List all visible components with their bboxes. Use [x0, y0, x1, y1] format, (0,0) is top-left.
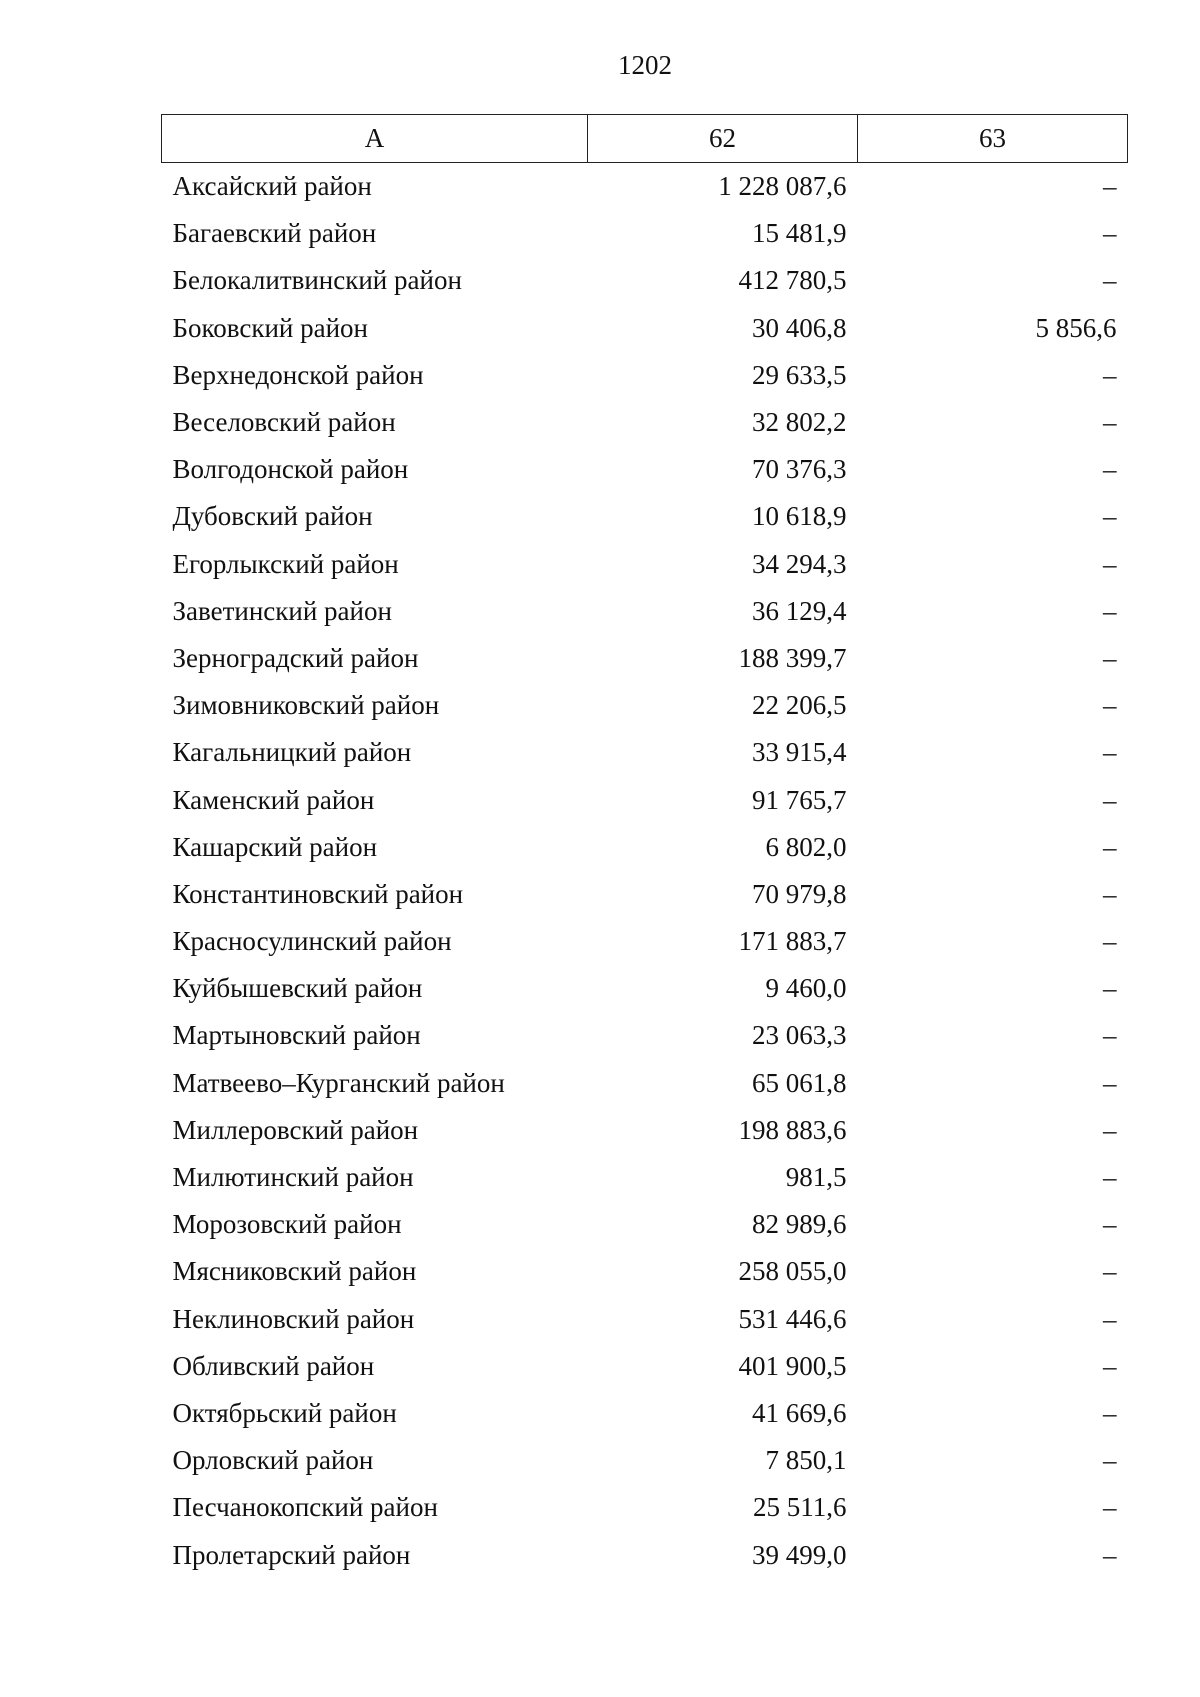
value-62-cell: 41 669,6 — [752, 1397, 847, 1428]
table-row — [162, 163, 1128, 211]
table-row — [162, 1343, 1128, 1390]
value-63-cell: – — [1103, 1209, 1117, 1240]
district-name-cell: Заветинский район — [172, 595, 392, 626]
table-row — [162, 399, 1128, 446]
page-number: 1202 — [618, 50, 672, 80]
column-header-62: 62 — [588, 115, 858, 163]
value-62-cell: 29 633,5 — [752, 359, 847, 390]
value-62-cell: 25 511,6 — [753, 1492, 847, 1523]
value-63-cell: – — [1103, 1303, 1117, 1334]
value-63-cell: – — [1103, 1350, 1117, 1381]
district-name-cell: Белокалитвинский район — [172, 265, 462, 296]
value-63-cell: 5 856,6 — [1035, 312, 1117, 343]
district-name-cell: Мясниковский район — [172, 1256, 417, 1287]
value-63-cell: – — [1103, 218, 1117, 249]
district-name-cell: Боковский район — [172, 312, 368, 343]
value-62-cell: 65 061,8 — [752, 1067, 847, 1098]
table-row — [162, 1012, 1128, 1059]
district-name-cell: Октябрьский район — [172, 1397, 397, 1428]
table-row — [162, 446, 1128, 493]
value-62-cell: 23 063,3 — [752, 1020, 847, 1051]
district-name-cell: Константиновский район — [172, 878, 464, 909]
value-62-cell: 981,5 — [785, 1162, 847, 1193]
value-63-cell: – — [1103, 973, 1117, 1004]
table-row — [162, 541, 1128, 588]
table-row — [162, 1390, 1128, 1437]
table-row — [162, 871, 1128, 918]
value-62-cell: 70 979,8 — [752, 878, 847, 909]
value-62-cell: 6 802,0 — [765, 831, 847, 862]
value-63-cell: – — [1103, 1492, 1117, 1523]
table-row — [162, 305, 1128, 352]
table-row — [162, 1484, 1128, 1531]
value-63-cell: – — [1103, 595, 1117, 626]
district-name-cell: Кагальницкий район — [172, 737, 412, 768]
district-name-cell: Миллеровский район — [172, 1114, 419, 1145]
column-header-a: А — [162, 115, 588, 163]
column-header-63: 63 — [858, 115, 1128, 163]
value-63-cell: – — [1103, 831, 1117, 862]
value-62-cell: 10 618,9 — [752, 501, 847, 532]
table-row — [162, 210, 1128, 257]
district-name-cell: Верхнедонской район — [172, 359, 424, 390]
district-name-cell: Обливский район — [172, 1350, 375, 1381]
value-63-cell: – — [1103, 407, 1117, 438]
district-name-cell: Орловский район — [172, 1445, 374, 1476]
value-62-cell: 22 206,5 — [752, 690, 847, 721]
district-name-cell: Матвеево–Курганский район — [172, 1067, 505, 1098]
value-63-cell: – — [1103, 454, 1117, 485]
district-name-cell: Каменский район — [172, 784, 375, 815]
table-row — [162, 352, 1128, 399]
value-62-cell: 401 900,5 — [738, 1350, 847, 1381]
district-name-cell: Морозовский район — [172, 1209, 402, 1240]
value-62-cell: 412 780,5 — [738, 265, 847, 296]
table-row — [162, 493, 1128, 540]
table-row — [162, 1531, 1128, 1578]
district-name-cell: Красносулинский район — [172, 926, 452, 957]
value-63-cell: – — [1103, 642, 1117, 673]
value-62-cell: 70 376,3 — [752, 454, 847, 485]
value-63-cell: – — [1103, 1445, 1117, 1476]
header-row — [162, 115, 1128, 163]
value-62-cell: 258 055,0 — [738, 1256, 847, 1287]
value-63-cell: – — [1103, 690, 1117, 721]
value-62-cell: 188 399,7 — [738, 642, 847, 673]
table-body — [162, 163, 1128, 1579]
table-row — [162, 1107, 1128, 1154]
table-row — [162, 1154, 1128, 1201]
value-63-cell: – — [1103, 878, 1117, 909]
value-62-cell: 198 883,6 — [738, 1114, 847, 1145]
value-62-cell: 36 129,4 — [752, 595, 847, 626]
value-63-cell: – — [1103, 1114, 1117, 1145]
table-row — [162, 1060, 1128, 1107]
district-name-cell: Неклиновский район — [172, 1303, 415, 1334]
value-62-cell: 39 499,0 — [752, 1539, 847, 1570]
district-name-cell: Веселовский район — [172, 407, 396, 438]
district-name-cell: Аксайский район — [172, 171, 372, 202]
table-row — [162, 965, 1128, 1012]
table-row — [162, 729, 1128, 776]
table-row — [162, 1437, 1128, 1484]
value-62-cell: 91 765,7 — [752, 784, 847, 815]
value-63-cell: – — [1103, 1162, 1117, 1193]
data-table — [161, 114, 1128, 1579]
table-row — [162, 635, 1128, 682]
value-62-cell: 531 446,6 — [738, 1303, 847, 1334]
value-63-cell: – — [1103, 737, 1117, 768]
district-name-cell: Песчанокопский район — [172, 1492, 438, 1523]
district-name-cell: Дубовский район — [172, 501, 373, 532]
district-name-cell: Куйбышевский район — [172, 973, 423, 1004]
table-row — [162, 1248, 1128, 1295]
district-name-cell: Зимовниковский район — [172, 690, 440, 721]
table-row — [162, 1201, 1128, 1248]
value-63-cell: – — [1103, 784, 1117, 815]
value-63-cell: – — [1103, 926, 1117, 957]
table-row — [162, 824, 1128, 871]
value-62-cell: 33 915,4 — [752, 737, 847, 768]
value-62-cell: 30 406,8 — [752, 312, 847, 343]
table-row — [162, 682, 1128, 729]
district-name-cell: Кашарский район — [172, 831, 378, 862]
value-63-cell: – — [1103, 1256, 1117, 1287]
value-63-cell: – — [1103, 1020, 1117, 1051]
value-63-cell: – — [1103, 171, 1117, 202]
value-63-cell: – — [1103, 1539, 1117, 1570]
value-63-cell: – — [1103, 548, 1117, 579]
table-header — [162, 115, 1128, 163]
value-62-cell: 9 460,0 — [765, 973, 847, 1004]
value-62-cell: 82 989,6 — [752, 1209, 847, 1240]
value-62-cell: 15 481,9 — [752, 218, 847, 249]
district-name-cell: Милютинский район — [172, 1162, 414, 1193]
district-name-cell: Егорлыкский район — [172, 548, 399, 579]
table-row — [162, 918, 1128, 965]
value-62-cell: 171 883,7 — [738, 926, 847, 957]
table-row — [162, 1296, 1128, 1343]
table-row — [162, 257, 1128, 304]
district-name-cell: Волгодонской район — [172, 454, 409, 485]
value-63-cell: – — [1103, 501, 1117, 532]
district-name-cell: Пролетарский район — [172, 1539, 411, 1570]
value-63-cell: – — [1103, 1067, 1117, 1098]
value-62-cell: 32 802,2 — [752, 407, 847, 438]
table-row — [162, 588, 1128, 635]
value-63-cell: – — [1103, 1397, 1117, 1428]
district-name-cell: Багаевский район — [172, 218, 377, 249]
value-62-cell: 7 850,1 — [765, 1445, 847, 1476]
value-62-cell: 34 294,3 — [752, 548, 847, 579]
value-63-cell: – — [1103, 359, 1117, 390]
value-63-cell: – — [1103, 265, 1117, 296]
district-name-cell: Мартыновский район — [172, 1020, 421, 1051]
value-62-cell: 1 228 087,6 — [718, 171, 847, 202]
district-name-cell: Зерноградский район — [172, 642, 419, 673]
table-row — [162, 776, 1128, 823]
